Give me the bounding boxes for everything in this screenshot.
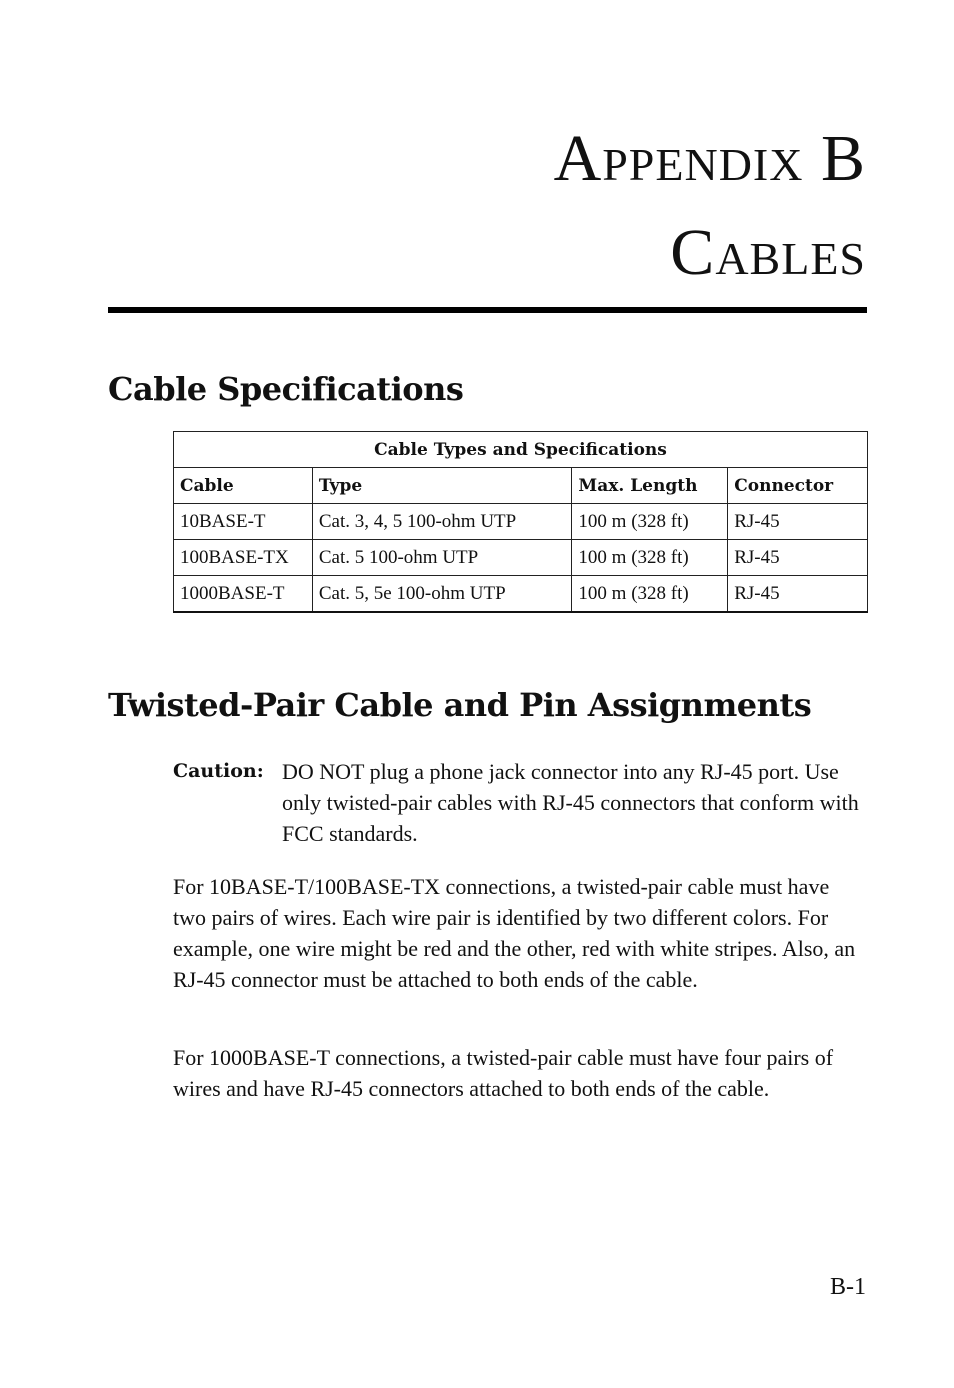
column-header-max-length: Max. Length bbox=[572, 468, 728, 504]
cable-specifications-table bbox=[173, 431, 868, 613]
chapter-title-line-1: Appendix B bbox=[553, 122, 866, 195]
table-cell: 100BASE-TX bbox=[174, 540, 313, 576]
table-cell: Cat. 5 100-ohm UTP bbox=[312, 540, 572, 576]
table-caption: Cable Types and Specifications bbox=[174, 432, 868, 468]
table-row bbox=[174, 504, 868, 540]
table-cell: 100 m (328 ft) bbox=[572, 576, 728, 613]
table-header-row bbox=[174, 468, 868, 504]
chapter-divider-rule bbox=[108, 307, 867, 313]
table-cell: 10BASE-T bbox=[174, 504, 313, 540]
page-number: B-1 bbox=[830, 1274, 866, 1300]
table-cell: 100 m (328 ft) bbox=[572, 540, 728, 576]
table-cell: Cat. 3, 4, 5 100-ohm UTP bbox=[312, 504, 572, 540]
chapter-title-line-2: Cables bbox=[670, 216, 866, 289]
section-title-cable-specifications: Cable Specifications bbox=[108, 370, 464, 408]
table-cell: RJ-45 bbox=[728, 540, 868, 576]
column-header-connector: Connector bbox=[728, 468, 868, 504]
table-cell: RJ-45 bbox=[728, 576, 868, 613]
column-header-type: Type bbox=[312, 468, 572, 504]
table-cell: RJ-45 bbox=[728, 504, 868, 540]
table-cell: 1000BASE-T bbox=[174, 576, 313, 613]
column-header-cable: Cable bbox=[174, 468, 313, 504]
caution-text: DO NOT plug a phone jack connector into any RJ-45 port. Use only twisted-pair cables with RJ-45 connectors that conform with FCC standards. bbox=[282, 759, 859, 846]
table-row bbox=[174, 576, 868, 613]
section-title-twisted-pair: Twisted-Pair Cable and Pin Assignments bbox=[108, 686, 812, 724]
table-caption-row bbox=[174, 432, 868, 468]
body-paragraph: For 1000BASE-T connections, a twisted-pair cable must have four pairs of wires and have RJ-45 connectors attached to both ends of the cable. bbox=[173, 1045, 834, 1101]
table-cell: Cat. 5, 5e 100-ohm UTP bbox=[312, 576, 572, 613]
table-cell: 100 m (328 ft) bbox=[572, 504, 728, 540]
body-paragraph: For 10BASE-T/100BASE-TX connections, a twisted-pair cable must have two pairs of wires. Each wire pair is identified by two different colors. For example, one wire might be red and the other, red with white stripes. Also, an RJ-45 connector must be attached to both ends of the cable. bbox=[173, 874, 856, 992]
table-row bbox=[174, 540, 868, 576]
caution-label: Caution: bbox=[173, 760, 264, 782]
